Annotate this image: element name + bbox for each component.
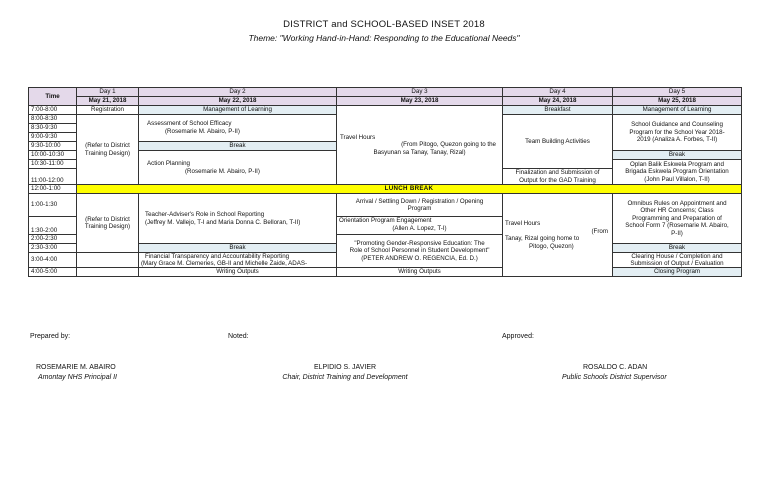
time-slot: 7:00-8:00 — [29, 106, 77, 115]
day-5-header: Day 5 — [613, 88, 742, 97]
day-1-date: May 21, 2018 — [77, 97, 139, 106]
d2-efficacy-l1: Assessment of School Efficacy — [147, 120, 232, 128]
lunch-break: LUNCH BREAK — [77, 185, 742, 194]
d1-morning-session — [77, 115, 139, 185]
d2-break: Break — [139, 142, 337, 151]
d5-oplan-l2: Brigada Eskwela Program Orientation — [625, 168, 729, 176]
approved-name: ROSALDO C. ADAN — [583, 364, 648, 371]
d3-orientation-l1: Orientation Program Engagement — [339, 217, 432, 225]
d2-teacher-l2: (Jeffrey M. Vallejo, T-I and Maria Donna C. Belloran, T-II) — [145, 218, 301, 226]
d3-travel-l2: (From Pitogo, Quezon going to the — [401, 141, 496, 149]
d5-omnibus-l2: Other HR Concerns; Class — [640, 207, 714, 215]
day-2-header: Day 2 — [139, 88, 337, 97]
d3-gender-l1: "Promoting Gender-Responsive Education: The — [354, 239, 485, 247]
d5-guidance-program — [613, 115, 742, 151]
day-1-header: Day 1 — [77, 88, 139, 97]
d4-travel-l1 — [505, 220, 610, 228]
document-title: DISTRICT and SCHOOL-BASED INSET 2018 — [283, 19, 485, 30]
d2-action-l2: (Rosemarie M. Abairo, P-II) — [185, 167, 260, 175]
d2-teacher-l1: Teacher-Adviser's Role in School Reporting — [145, 211, 265, 219]
d2-action-l1: Action Planning — [147, 160, 190, 167]
d4-final-l2: Output for the GAD Training — [519, 176, 596, 184]
d2-management-of-learning: Management of Learning — [139, 106, 337, 115]
schedule-table — [28, 87, 742, 277]
d5-oplan-l3: (John Paul Villalon, T-II) — [644, 175, 710, 183]
time-slot: 2:00-2:30 — [29, 235, 77, 244]
d4-team-building: Team Building Activities — [503, 115, 613, 169]
d2-writing-outputs: Writing Outputs — [139, 268, 337, 277]
d3-arrival-l1: Arrival / Settling Down / Registration / Opening — [355, 197, 484, 205]
d5-omnibus-l3: Programming and Preparation of — [632, 214, 722, 222]
day-3-header: Day 3 — [337, 88, 503, 97]
d3-travel-hours — [337, 106, 503, 185]
d2-finance-l1: Financial Transparency and Accountability Reporting — [145, 253, 290, 261]
day-5-date: May 25, 2018 — [613, 97, 742, 106]
d5-guidance-l1: School Guidance and Counseling — [631, 121, 723, 129]
d4-travel-l3: Pitogo, Quezon) — [529, 242, 574, 250]
d3-gender-responsive — [337, 235, 503, 268]
time-slot: 9:00-9:30 — [29, 133, 77, 142]
d3-orientation — [337, 217, 503, 235]
time-slot: 2:30-3:00 — [29, 244, 77, 253]
time-slot: 8:00-8:30 — [29, 115, 77, 124]
time-slot: 3:00-4:00 — [29, 253, 77, 268]
d1-am-l2: Training Design) — [84, 149, 131, 157]
d5-break: Break — [613, 151, 742, 160]
d1-empty — [77, 268, 139, 277]
d5-management-of-learning: Management of Learning — [613, 106, 742, 115]
d3-travel-l1: Travel Hours — [340, 133, 376, 141]
prepared-title: Amontay NHS Principal II — [38, 374, 117, 381]
day-4-date: May 24, 2018 — [503, 97, 613, 106]
d1-am-l1: (Refer to District — [85, 142, 130, 149]
day-2-date: May 22, 2018 — [139, 97, 337, 106]
d1-afternoon-session — [77, 194, 139, 253]
d1-afternoon-blank — [77, 253, 139, 268]
d5-clearing-l1: Clearing House / Completion and — [631, 253, 723, 261]
d2-school-efficacy — [139, 115, 337, 142]
d1-pm-l2: Training Design) — [84, 223, 131, 231]
d3-writing-outputs: Writing Outputs — [337, 268, 503, 277]
d4-travel-hours — [503, 194, 613, 277]
d3-arrival-l2: Program — [407, 205, 432, 213]
noted-name: ELPIDIO S. JAVIER — [313, 364, 377, 371]
d3-gender-l3: (PETER ANDREW O. REGENCIA, Ed. D.) — [361, 254, 478, 262]
d1-registration: Registration — [77, 106, 139, 115]
d4-finalization — [503, 169, 613, 185]
d3-gender-l2: Role of School Personnel in Student Development" — [349, 247, 490, 255]
d5-clearing-l2: Submission of Output / Evaluation — [630, 260, 724, 268]
time-header: Time — [29, 88, 77, 106]
d5-oplan-l1: Oplan Balik Eskwela Program and — [630, 160, 724, 168]
d5-closing-program: Closing Program — [613, 268, 742, 277]
time-slot: 12:00-1:00 — [29, 185, 77, 194]
time-slot: 10:00-10:30 — [29, 151, 77, 160]
d2-break-2: Break — [139, 244, 337, 253]
time-slot: 1:00-1:30 — [29, 194, 77, 217]
d1-pm-l1: (Refer to District — [85, 215, 130, 223]
d5-oplan-program — [613, 160, 742, 185]
d2-teacher-adviser — [139, 194, 337, 244]
d4-breakfast: Breakfast — [503, 106, 613, 115]
time-slot: 4:00-5:00 — [29, 268, 77, 277]
prepared-by-label: Prepared by: — [30, 333, 71, 340]
d2-action-planning — [139, 151, 337, 185]
d3-travel-l3: Basyunan sa Tanay, Tanay, Rizal) — [373, 148, 466, 156]
d2-financial-transparency — [139, 253, 337, 268]
d4-travel-l2: Tanay, Rizal going home to — [505, 235, 580, 243]
day-4-header: Day 4 — [503, 88, 613, 97]
approved-label: Approved: — [502, 333, 534, 340]
d5-omnibus-l4: School Form 7 (Rosemarie M. Abairo, — [625, 222, 729, 230]
time-slot: 11:00-12:00 — [29, 169, 77, 185]
day-3-date: May 23, 2018 — [337, 97, 503, 106]
time-slot: 8:30-9:30 — [29, 124, 77, 133]
d5-omnibus-l5: P-II) — [671, 230, 683, 238]
d3-arrival-opening — [337, 194, 503, 217]
d4-travel-from: (From — [591, 227, 608, 235]
d5-guidance-l3: 2019 (Analiza A. Forbes, T-II) — [636, 136, 718, 144]
approved-title: Public Schools District Supervisor — [562, 374, 667, 381]
d2-finance-l2: (Mary Grace M. Clemeries, GB-II and Michelle Zaide, ADAS- — [141, 260, 308, 268]
d5-clearing-house — [613, 253, 742, 268]
noted-title: Chair, District Training and Development — [282, 374, 408, 381]
d4-travel-title: Travel Hours — [505, 220, 541, 227]
d5-omnibus-l1: Omnibus Rules on Appointment and — [627, 199, 727, 207]
d4-final-l1: Finalization and Submission of — [515, 169, 600, 176]
noted-label: Noted: — [228, 333, 249, 340]
document-theme: Theme: "Working Hand-in-Hand: Responding to the Educational Needs" — [248, 33, 520, 43]
d3-orientation-l2: (Allen A. Lopez, T-I) — [392, 224, 447, 232]
time-slot: 9:30-10:00 — [29, 142, 77, 151]
prepared-name: ROSEMARIE M. ABAIRO — [36, 364, 116, 371]
d5-omnibus-rules — [613, 194, 742, 244]
d2-efficacy-l2: (Rosemarie M. Abairo, P-II) — [165, 128, 240, 135]
d5-guidance-l2: Program for the School Year 2018- — [629, 128, 725, 136]
d5-break-2: Break — [613, 244, 742, 253]
time-slot: 10:30-11:00 — [29, 160, 77, 169]
time-slot: 1:30-2:00 — [29, 217, 77, 235]
